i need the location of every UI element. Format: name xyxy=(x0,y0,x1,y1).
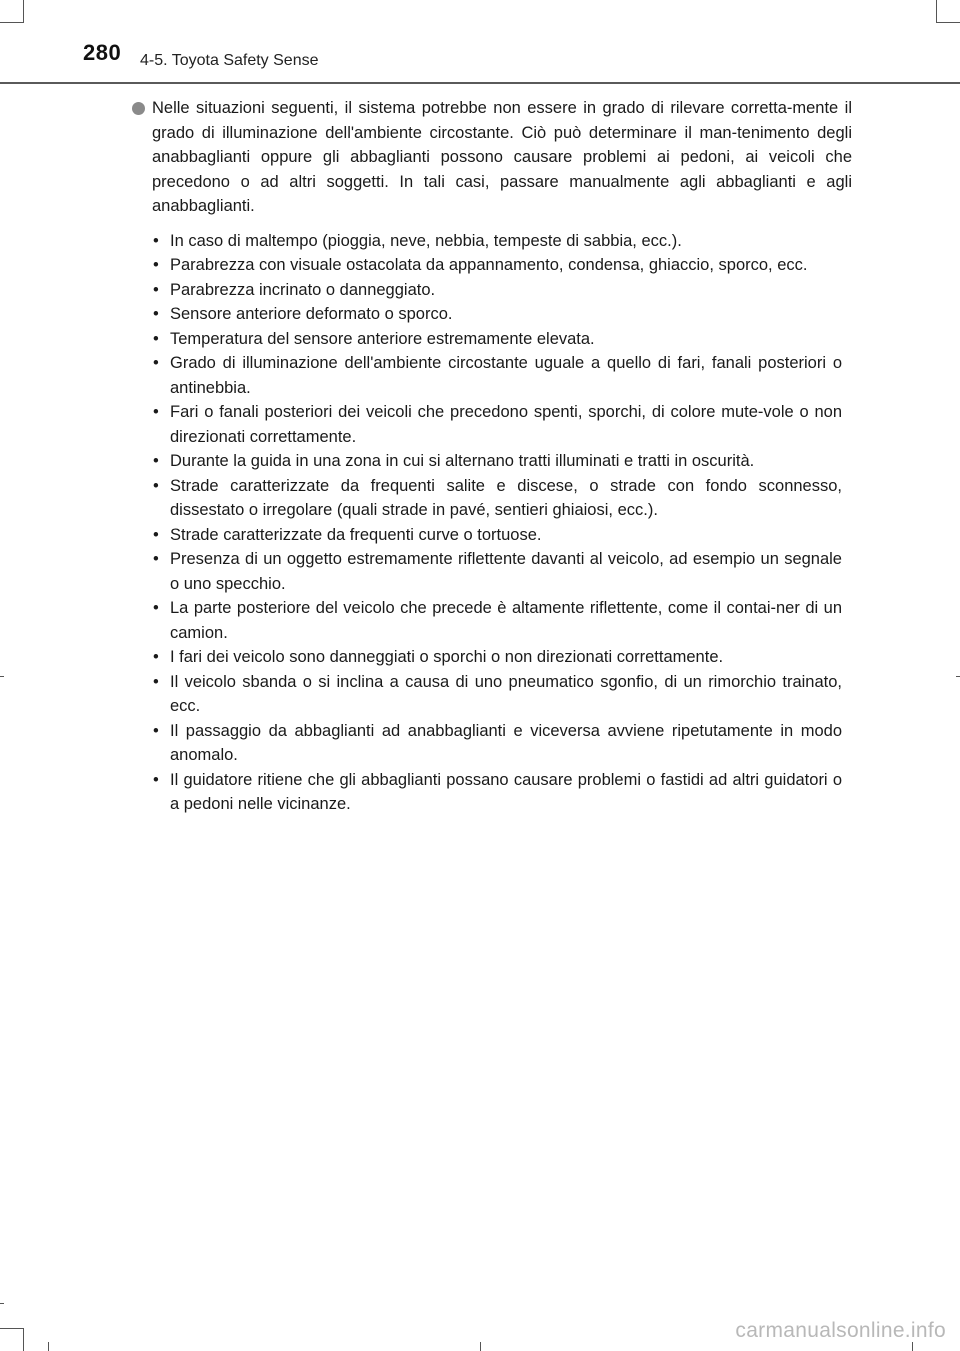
list-item xyxy=(150,596,842,645)
crop-mark xyxy=(956,676,960,677)
crop-mark xyxy=(48,1342,49,1351)
bullet-icon: • xyxy=(153,256,159,274)
circle-bullet-icon xyxy=(132,102,145,115)
list-item-text: Presenza di un oggetto estremamente riflettente davanti al veicolo, ad esempio un segnale o uno specchio. xyxy=(170,550,842,593)
bullet-icon: • xyxy=(153,648,159,666)
list-item xyxy=(150,351,842,400)
list-item xyxy=(150,523,842,548)
list-item xyxy=(150,768,842,817)
list-item xyxy=(150,670,842,719)
list-item-text: La parte posteriore del veicolo che precede è altamente riflettente, come il contai-ner di un camion. xyxy=(170,599,842,642)
bullet-icon: • xyxy=(153,329,159,348)
bullet-icon: • xyxy=(153,280,159,299)
main-content xyxy=(132,96,852,817)
bullet-icon: • xyxy=(153,525,159,544)
lead-text: Nelle situazioni seguenti, il sistema potrebbe non essere in grado di rilevare corretta-mente il grado di illuminazione dell'ambiente circostante. Ciò può determinare il man-tenimento degli anabbaglianti oppure gli abbaglianti possono causare problemi ai pedoni, ai veicoli che precedono o ad altri soggetti. In tali casi, passare manualmente agli abbaglianti e agli anabbaglianti. xyxy=(152,99,852,215)
list-item-text: Temperatura del sensore anteriore estremamente elevata. xyxy=(170,329,595,348)
list-item xyxy=(150,327,842,352)
crop-mark xyxy=(23,1328,24,1351)
list-item-text: Il veicolo sbanda o si inclina a causa di uno pneumatico sgonfio, di un rimorchio trainato, ecc. xyxy=(170,672,842,715)
list-item xyxy=(150,645,842,670)
watermark: carmanualsonline.info xyxy=(735,1319,946,1342)
bullet-icon: • xyxy=(153,305,159,323)
list-item xyxy=(150,719,842,768)
bullet-icon: • xyxy=(153,770,159,789)
list-item-text: Grado di illuminazione dell'ambiente circostante uguale a quello di fari, fanali posteriori o antinebbia. xyxy=(170,354,842,397)
list-item-text: I fari dei veicolo sono danneggiati o sporchi o non direzionati correttamente. xyxy=(170,648,724,666)
list-item-text: Sensore anteriore deformato o sporco. xyxy=(170,305,453,323)
list-item-text: Il passaggio da abbaglianti ad anabbaglianti e viceversa avviene ripetutamente in modo anomalo. xyxy=(170,721,842,764)
crop-mark xyxy=(912,1342,913,1351)
bullet-icon: • xyxy=(153,354,159,372)
bullet-icon: • xyxy=(153,231,159,250)
list-item-text: Fari o fanali posteriori dei veicoli che precedono spenti, sporchi, di colore mute-vole o non direzionati correttamente. xyxy=(170,403,842,446)
list-item xyxy=(150,474,842,523)
list-item-text: In caso di maltempo (pioggia, neve, nebbia, tempeste di sabbia, ecc.). xyxy=(170,231,682,250)
bullet-icon: • xyxy=(153,721,159,740)
list-item xyxy=(150,400,842,449)
bullet-icon: • xyxy=(153,550,159,568)
list-item-text: Strade caratterizzate da frequenti salite e discese, o strade con fondo sconnesso, dissestato o irregolare (quali strade in pavé, sentieri ghiaiosi, ecc.). xyxy=(170,476,842,519)
list-item xyxy=(150,547,842,596)
list-item-text: Parabrezza con visuale ostacolata da appannamento, condensa, ghiaccio, sporco, ecc. xyxy=(170,256,808,274)
page-header xyxy=(0,0,960,84)
list-item-text: Durante la guida in una zona in cui si alternano tratti illuminati e tratti in oscurità. xyxy=(170,452,755,470)
crop-mark xyxy=(0,1303,4,1304)
list-item xyxy=(150,253,842,278)
list-item-text: Il guidatore ritiene che gli abbaglianti possano causare problemi o fastidi ad altri guidatori o a pedoni nelle vicinanze. xyxy=(170,770,842,813)
crop-mark xyxy=(480,1342,481,1351)
bullet-icon: • xyxy=(153,476,159,495)
conditions-list xyxy=(132,229,852,817)
bullet-icon: • xyxy=(153,599,159,617)
crop-mark xyxy=(0,676,4,677)
list-item-text: Strade caratterizzate da frequenti curve o tortuose. xyxy=(170,525,542,544)
list-item-text: Parabrezza incrinato o danneggiato. xyxy=(170,280,436,299)
lead-paragraph xyxy=(132,96,852,219)
list-item xyxy=(150,278,842,303)
page-number: 280 xyxy=(83,40,122,65)
bullet-icon: • xyxy=(153,403,159,421)
list-item xyxy=(150,302,842,327)
crop-mark xyxy=(0,1328,24,1329)
list-item xyxy=(150,229,842,254)
section-title: 4-5. Toyota Safety Sense xyxy=(140,52,319,69)
header-divider xyxy=(0,82,960,84)
list-item xyxy=(150,449,842,474)
bullet-icon: • xyxy=(153,672,159,691)
bullet-icon: • xyxy=(153,452,159,470)
